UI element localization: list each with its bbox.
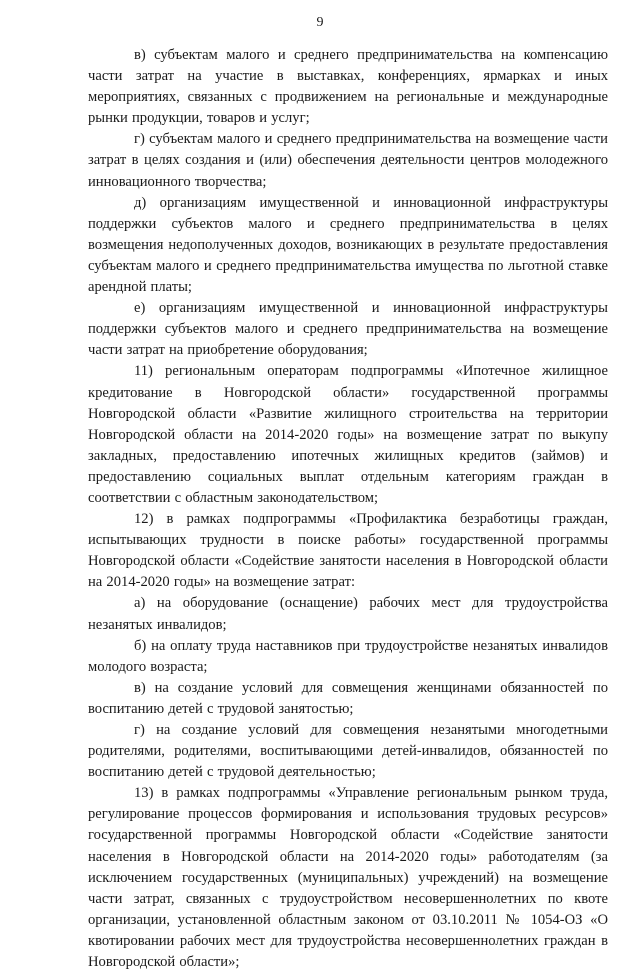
paragraph-v-women: в) на создание условий для совмещения женщинами обязанностей по воспитанию детей с трудовой занятостью; (88, 679, 608, 717)
paragraph-a-workplaces: а) на оборудование (оснащение) рабочих мест для трудоустройства незанятых инвалидов; (88, 595, 608, 633)
paragraph-v-exhibitions: в) субъектам малого и среднего предпринимательства на компенсацию части затрат на участие в выставках, конференциях, ярмарках и иных мероприятиях, связанных с продвижением на региональные и международные рынки продукции, товаров и услуг; (88, 47, 608, 127)
paragraph-d-rental-income: д) организациям имущественной и инновационной инфраструктуры поддержки субъектов малого и среднего предпринимательства в целях возмещения недополученных доходов, возникающих в результате предоставления субъектам малого и среднего предпринимательства имущества по льготной ставке арендной платы; (88, 194, 608, 296)
paragraph-12-unemployment: 12) в рамках подпрограммы «Профилактика безработицы граждан, испытывающих трудности в поиске работы» государственной программы Новгородской области «Содействие занятости населения в Новгородской области на 2014-2020 годы» на возмещение затрат: (88, 511, 608, 591)
paragraph-e-equipment: е) организациям имущественной и инновационной инфраструктуры поддержки субъектов малого и среднего предпринимательства на возмещение части затрат на приобретение оборудования; (88, 300, 608, 359)
paragraph-b-mentors: б) на оплату труда наставников при трудоустройстве незанятых инвалидов молодого возраста; (88, 637, 608, 675)
page-number: 9 (316, 15, 324, 30)
document-body (88, 45, 608, 973)
paragraph-g-parents: г) на создание условий для совмещения незанятыми многодетными родителями, родителями, воспитывающими детей-инвалидов, обязанностей по воспитанию детей с трудовой деятельностью; (88, 722, 608, 781)
paragraph-11-mortgage: 11) региональным операторам подпрограммы «Ипотечное жилищное кредитование в Новгородской области» государственной программы Новгородской области «Развитие жилищного строительства на территории Новгородской области на 2014-2020 годы» на возмещение затрат по выкупу закладных, предоставлению ипотечных жилищных кредитов (займов) и предоставлению социальных выплат отдельным категориям граждан в соответствии с областным законодательством; (88, 363, 608, 506)
paragraph-g-youth-centers: г) субъектам малого и среднего предпринимательства на возмещение части затрат в целях создания и (или) обеспечения деятельности центров молодежного инновационного творчества; (88, 131, 608, 190)
paragraph-13-labor-market: 13) в рамках подпрограммы «Управление региональным рынком труда, регулирование процессов формирования и использования трудовых ресурсов» государственной программы Новгородской области «Содействие занятости населения в Новгородской области на 2014-2020 годы» работодателям (за исключением государственных (муниципальных) учреждений) на возмещение части затрат, связанных с трудоустройством несовершеннолетних по квоте организации, установленной областным законом от 03.10.2011 № 1054-ОЗ «О квотировании рабочих мест для трудоустройства несовершеннолетних граждан в Новгородской области»; (88, 785, 608, 971)
